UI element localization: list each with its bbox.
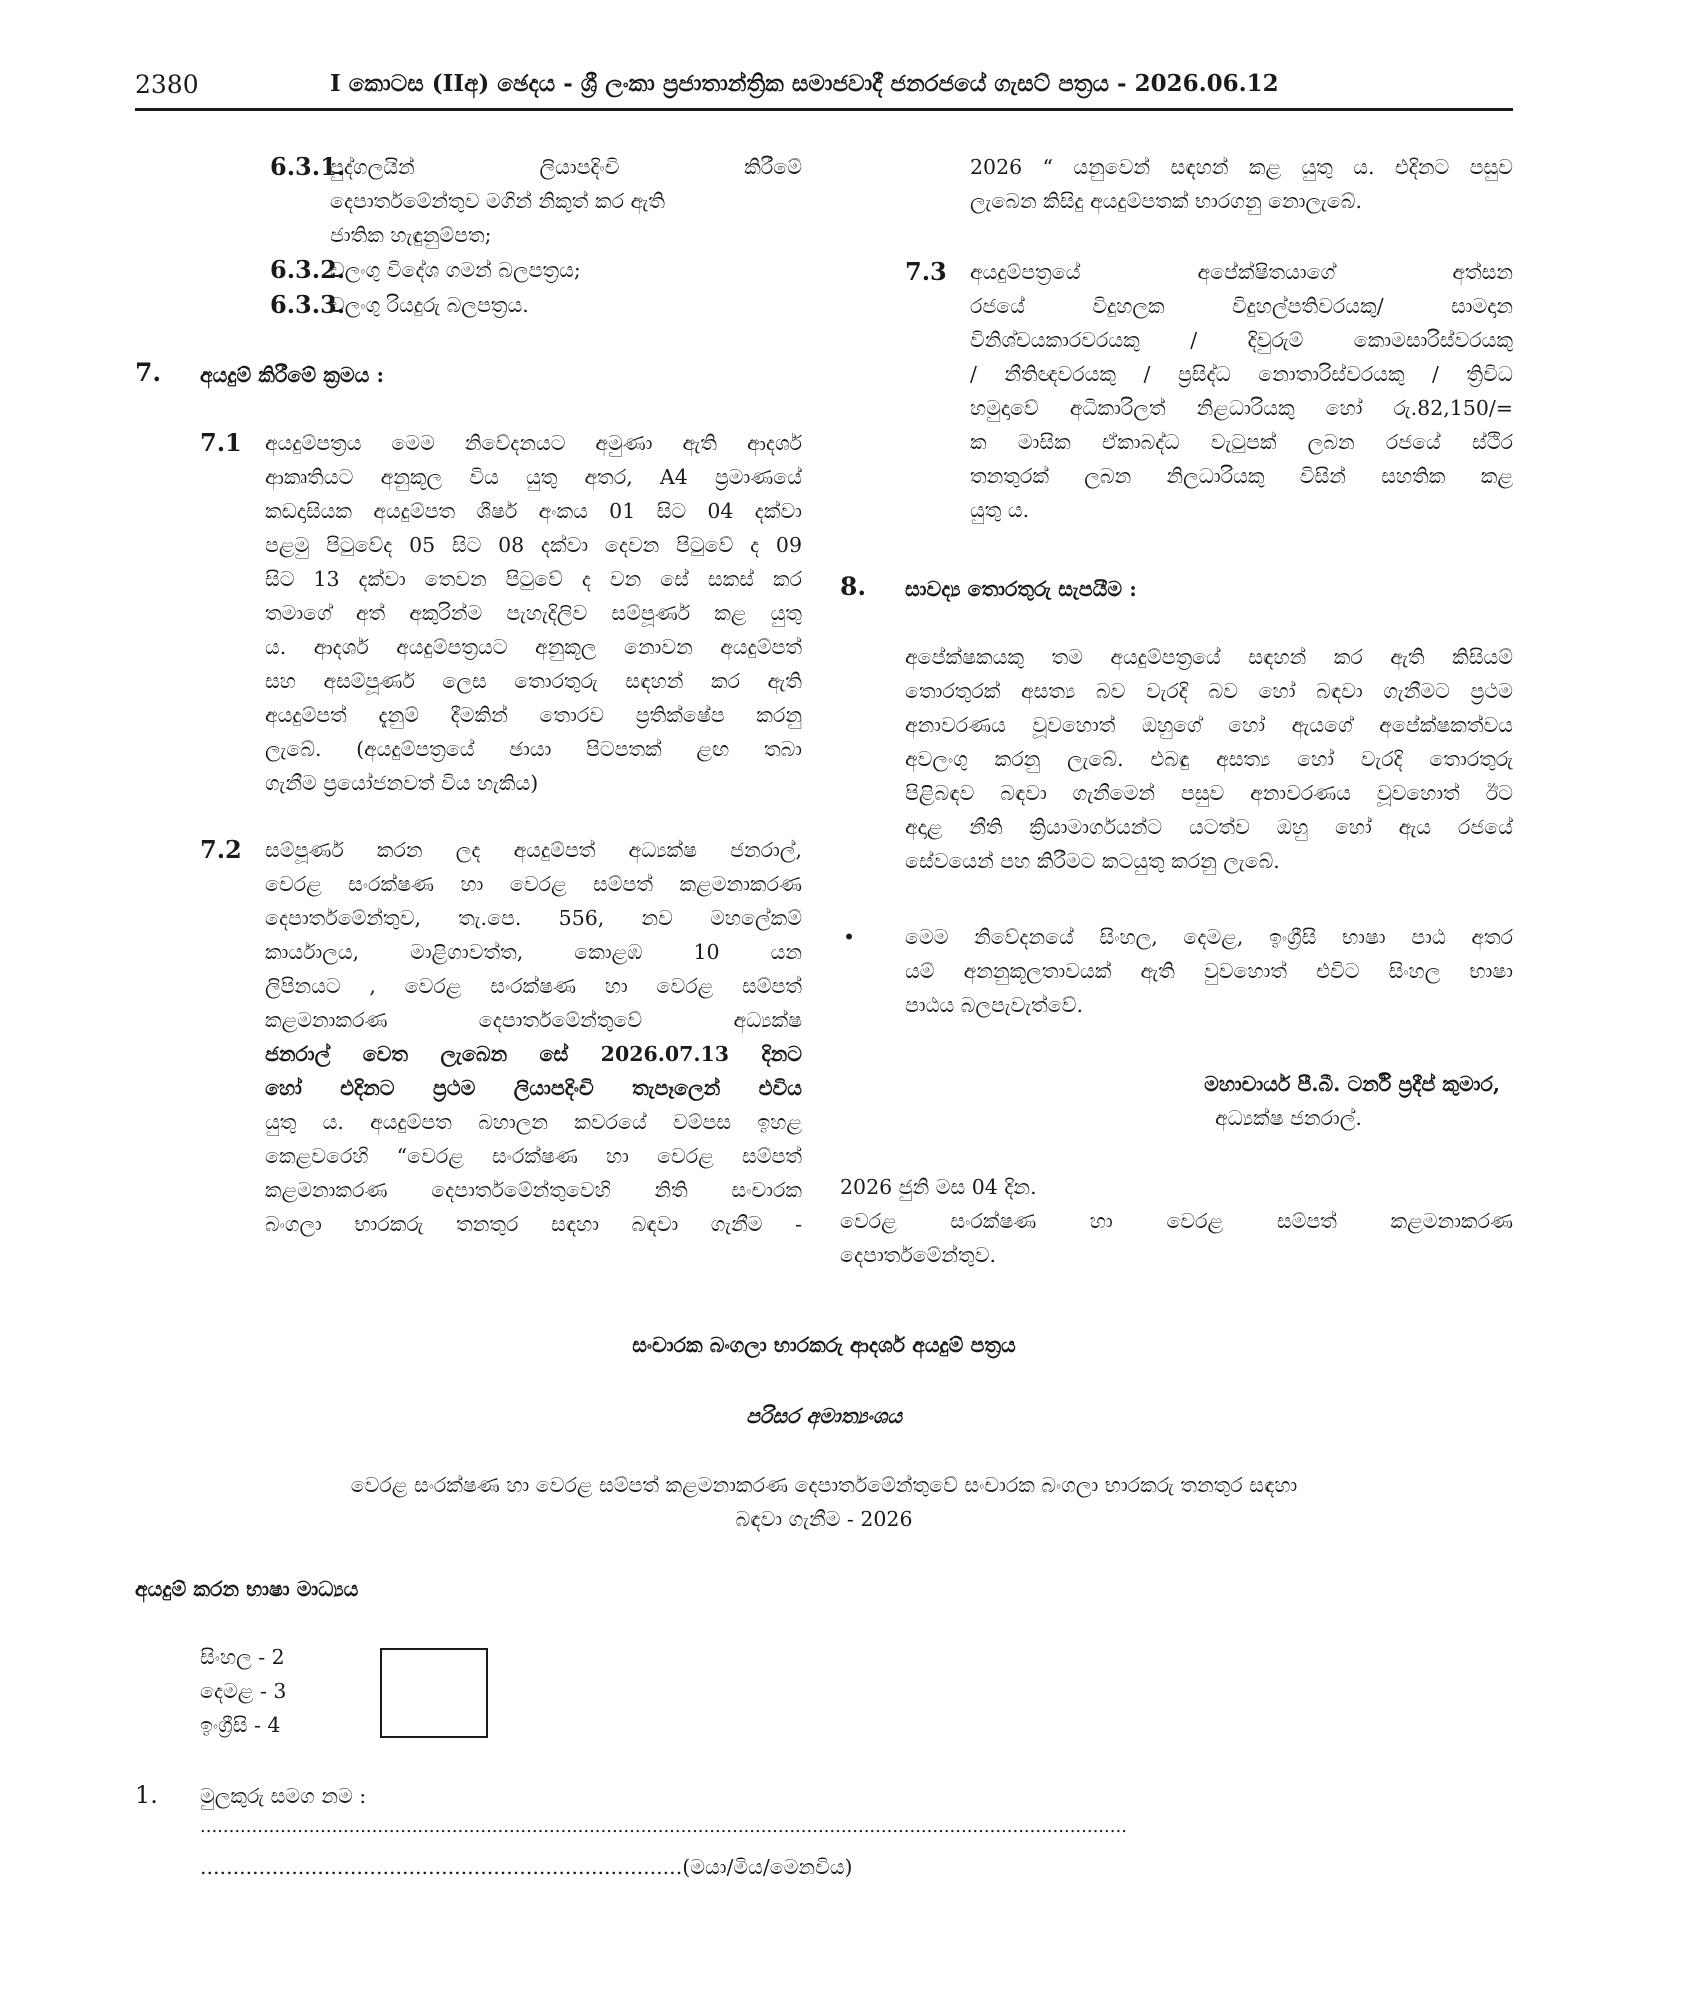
item-7-3-line: විනිශ්චයකාරවරයකු / දිවුරුම් කොමසාරිස්වරයකු (970, 328, 1513, 352)
name-line-1[interactable]: .................................................................................................................................................................. (200, 1816, 1127, 1837)
item-7-3-line: / නීතිඥවරයකු / ප්‍රසිද්ධ නොතාරිස්වරයකු / ත්‍රිවිධ (970, 362, 1513, 386)
item-7-1-line: සිට 13 දක්වා තෙවන පිටුවේ ද වන සේ සකස් කර (265, 567, 802, 591)
item-7-2-cont-line: ලැබෙන කිසිදු අයදුම්පතක් භාරගනු නොලැබේ. (970, 189, 1362, 213)
item-7-2-line: බංගලා භාරකරු තනතුර සඳහා බඳවා ගැනීම - (265, 1212, 802, 1236)
item-7-2-line: වෙරළ සංරක්ෂණ හා වෙරළ සම්පත් කළමනාකරණ (265, 872, 802, 896)
item-7-2-line: යුතු ය. අයදුම්පත බහාලන කවරයේ වම්පස ඉහළ (265, 1110, 802, 1134)
item-7-3-text (970, 255, 1513, 527)
medium-label: අයදුම් කරන භාෂා මාධ්‍යය (135, 1577, 359, 1601)
item-6-3-2-number: 6.3.2. (270, 255, 346, 284)
bullet-line: යම් අනනුකූලතාවයක් ඇති වුවහොත් එවිට සිංහල භාෂා (905, 959, 1513, 983)
notice-date: 2026 ජුනි මස 04 දින. (840, 1175, 1037, 1199)
language-option: දෙමළ - 3 (200, 1679, 287, 1703)
item-7-2-line: සම්පූර්ණ කරන ලද අයදුම්පත් අධ්‍යක්ෂ ජනරාල්, (265, 838, 802, 862)
item-7-2-line: ලිපිනයට , වෙරළ සංරක්ෂණ හා වෙරළ සම්පත් (265, 974, 802, 998)
item-7-3-line: හමුදාවේ අධිකාරිලත් නිළධාරියකු හෝ රු.82,150/= (970, 396, 1513, 420)
form-subtitle-line2: බඳවා ගැනීම - 2026 (735, 1507, 913, 1531)
item-7-1-line: ය. ආදර්ශ අයදුම්පත්‍රයට අනුකූල නොවන අයදුම්පත් (265, 635, 802, 659)
form-title: සංචාරක බංගලා භාරකරු ආදර්ශ අයදුම් පත්‍රය (632, 1333, 1016, 1357)
section-8-number: 8. (840, 572, 867, 601)
item-7-1-line: අයදුම්පත් දැනුම් දීමකින් තොරව ප්‍රතික්ෂේප කරනු (265, 703, 802, 727)
item-7-1-line: කඩදාසියක අයදුම්පත ශීර්ෂ අංකය 01 සිට 04 දක්වා (265, 499, 802, 523)
item-7-2-number: 7.2 (200, 835, 242, 864)
name-line-2[interactable] (200, 1850, 853, 1884)
item-6-3-3-number: 6.3.3. (270, 290, 346, 319)
item-7-2-line: ජනරාල් වෙත ලැබෙන සේ 2026.07.13 දිනට (265, 1042, 802, 1066)
section-8-line: තොරතුරක් අසත්‍ය බව වැරදි බව හෝ බඳවා ගැනීමට ප්‍රථම (905, 679, 1513, 703)
question-1-number: 1. (135, 1781, 158, 1809)
language-option: සිංහල - 2 (200, 1645, 285, 1669)
section-8-paragraph (905, 640, 1513, 878)
department-line: වෙරළ සංරක්ෂණ හා වෙරළ සම්පත් කළමනාකරණ (840, 1209, 1513, 1233)
form-subtitle-line1: වෙරළ සංරක්ෂණ හා වෙරළ සම්පත් කළමනාකරණ දෙපාර්තමේන්තුවේ සංචාරක බංගලා භාරකරු තනතුර සඳහා (350, 1473, 1298, 1497)
item-6-3-1-number: 6.3.1. (270, 152, 346, 181)
name-line-2-dots: .......................................................................... (200, 1855, 683, 1879)
department-line: දෙපාර්තමේන්තුව. (840, 1243, 996, 1267)
header-rule (135, 108, 1513, 111)
item-7-2-line: දෙපාර්තමේන්තුව, තැ.පෙ. 556, නව මහලේකම් (265, 906, 802, 930)
item-7-3-line: තනතුරක් ලබන නිලධාරියකු විසින් සහතික කළ (970, 464, 1513, 488)
item-7-1-line: ගැනීම ප්‍රයෝජනවත් විය හැකිය) (265, 771, 539, 795)
signatory-title: අධ්‍යක්ෂ ජනරාල්. (1215, 1106, 1362, 1130)
item-7-2-line: හෝ එදිනට ප්‍රථම ලියාපදිංචි තැපෑලෙන් එවිය (265, 1076, 802, 1100)
item-7-2-line: කළමනාකරණ දෙපාර්තමේන්තුවේ අධ්‍යක්ෂ (265, 1008, 802, 1032)
item-7-2-line: කළමනාකරණ දෙපාර්තමේන්තුවෙහි නිති සංචාරක (265, 1178, 802, 1202)
section-8-line: අවලංගු කරනු ලැබේ. එබඳු අසත්‍ය හෝ වැරදි තොරතුරු (905, 747, 1513, 771)
item-7-3-line: යුතු ය. (970, 498, 1030, 522)
item-7-1-line: සහ අසම්පූර්ණ ලෙස තොරතුරු සඳහන් කර ඇති (265, 669, 802, 693)
item-7-1-line: පළමු පිටුවේද 05 සිට 08 දක්වා දෙවන පිටුවේ ද 09 (265, 533, 802, 557)
item-7-3-line: ක මාසික ඒකාබද්ධ වැටුපක් ලබන රජයේ ස්ථිර (970, 430, 1513, 454)
item-6-3-3-text: වලංගු රියදුරු බලපත්‍රය. (330, 293, 529, 317)
question-1-label: මුලකුරු සමග නම : (200, 1784, 367, 1808)
section-8-line: අදාළ නීති ක්‍රියාමාර්ගයන්ට යටත්ව ඔහු හෝ ඇය රජයේ (905, 815, 1513, 839)
item-7-1-line: තමාගේ අත් අකුරින්ම පැහැදිලිව සම්පූර්ණ කළ යුතු (265, 601, 802, 625)
title-suffix: (මයා/මිය/මෙනවිය) (682, 1855, 853, 1879)
section-8-line: පිළිබඳව බඳවා ගැනීමෙන් පසුව අනාවරණය වූවහොත් ඊට (905, 781, 1513, 805)
section-7-title: අයදුම් කිරීමේ ක්‍රමය : (200, 363, 385, 387)
item-6-3-1-line: ජාතික හැඳුනුම්පත; (330, 223, 492, 247)
language-option: ඉංග්‍රීසි - 4 (200, 1713, 281, 1737)
gazette-header-title: I කොටස (IIඅ) ඡෙදය - ශ්‍රී ලංකා ප්‍රජාතාන්ත්‍රික සමාජවාදී ජනරජයේ ගැසට් පත්‍රය - 2026.06.12 (330, 70, 1279, 97)
item-7-3-number: 7.3 (905, 257, 947, 286)
language-precedence-note (905, 920, 1513, 1022)
bullet-line: පාඨය බලපැවැත්වේ. (905, 993, 1083, 1017)
item-7-1-number: 7.1 (200, 428, 242, 457)
signatory-name: මහාචාර්ය පී.බී. ටර්නි ප්‍රදීප් කුමාර, (1204, 1072, 1500, 1096)
item-7-2-continuation (970, 150, 1513, 218)
section-8-line: අනාවරණය වූවහොත් ඔහුගේ හෝ ඇයගේ අපේක්ෂකත්වය (905, 713, 1513, 737)
item-7-1-line: ලැබේ. (අයදුම්පත්‍රයේ ඡායා පිටපතක් ළඟ තබා (265, 737, 802, 761)
item-7-3-line: රජයේ විදුහලක විදුහල්පතිවරයකු/ සාමදාන (970, 294, 1513, 318)
item-6-3-1-line: දෙපාර්තමේන්තුව මගින් නිකුත් කර ඇති (330, 189, 665, 213)
bullet-line: මෙම නිවේදනයේ සිංහල, දෙමළ, ඉංග්‍රීසි භාෂා පාඨ අතර (905, 925, 1513, 949)
bullet-symbol: • (843, 925, 856, 949)
section-7-number: 7. (135, 358, 162, 387)
item-7-3-line: අයදුම්පත්‍රයේ අපේක්ෂිතයාගේ අත්සන (970, 260, 1513, 284)
item-6-3-1-text (330, 150, 802, 252)
item-7-1-line: ආකෘතියට අනුකූල විය යුතු අතර, A4 ප්‍රමාණයේ (265, 465, 802, 489)
item-7-1-text (265, 426, 802, 800)
language-medium-box[interactable] (380, 1648, 488, 1738)
item-7-2-cont-line: 2026 “ යනුවෙන් සඳහන් කළ යුතු ය. එදිනට පසුව (970, 155, 1513, 179)
page-number: 2380 (135, 70, 199, 99)
section-8-title: සාවද්‍ය තොරතුරු සැපයීම : (905, 577, 1137, 601)
ministry-name: පරිසර අමාත්‍යංශය (745, 1404, 903, 1428)
item-7-1-line: අයදුම්පත්‍රය මෙම නිවේදනයට අමුණා ඇති ආදර්ශ (265, 431, 802, 455)
item-7-2-line: කාර්යාලය, මාළිගාවත්ත, කොළඹ 10 යන (265, 940, 802, 964)
section-8-line: සේවයෙන් පහ කිරීමට කටයුතු කරනු ලැබේ. (905, 849, 1280, 873)
item-7-2-line: කෙළවරෙහි “වෙරළ සංරක්ෂණ හා වෙරළ සම්පත් (265, 1144, 802, 1168)
item-6-3-1-line: පුද්ගලයින් ලියාපදිංචි කිරීමේ (330, 155, 802, 179)
department-name (840, 1204, 1513, 1272)
item-7-2-text (265, 833, 802, 1241)
item-6-3-2-text: වලංගු විදේශ ගමන් බලපත්‍රය; (330, 258, 581, 282)
section-8-line: අපේක්ෂකයකු තම අයදුම්පත්‍රයේ සඳහන් කර ඇති කිසියම් (905, 645, 1513, 669)
